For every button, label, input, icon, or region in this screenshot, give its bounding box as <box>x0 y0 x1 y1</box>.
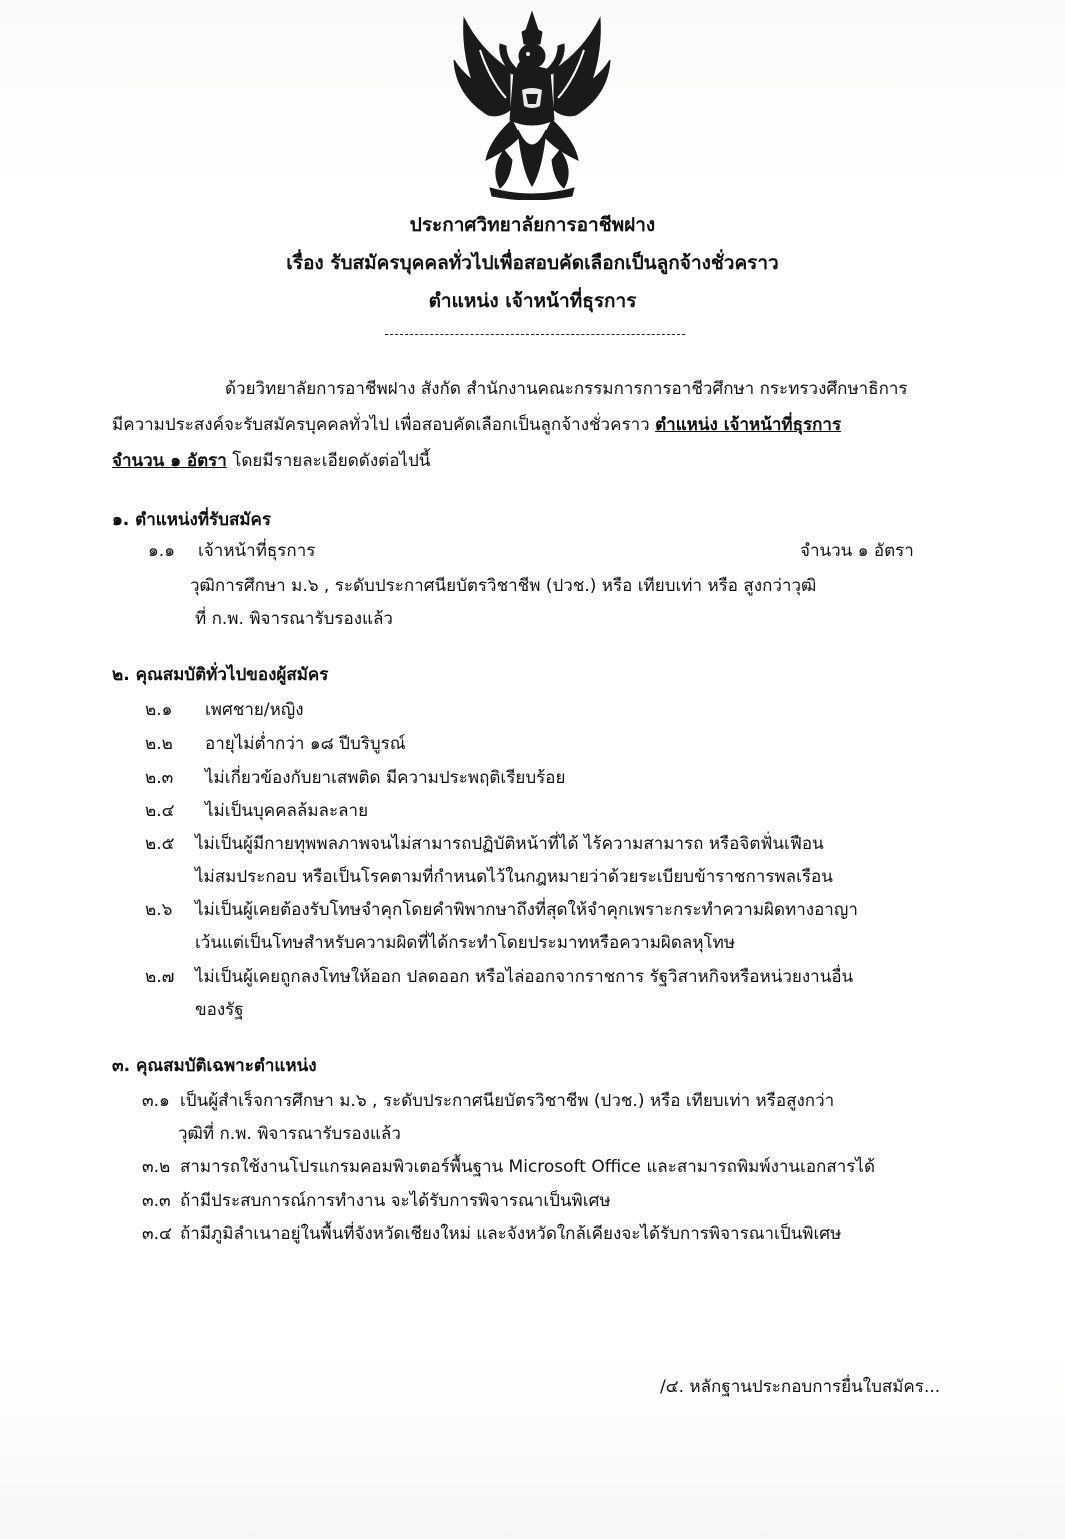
section-3-item-4-text: ถ้ามีภูมิลำเนาอยู่ในพื้นที่จังหวัดเชียงใหม่ และจังหวัดใกล้เคียงจะได้รับการพิจารณาเป็นพิเศษ <box>180 1224 842 1244</box>
section-1-heading: ๑. ตำแหน่งที่รับสมัคร <box>112 510 272 530</box>
section-3-item-4 <box>142 1222 841 1246</box>
section-1-detail-2: ที่ ก.พ. พิจารณารับรองแล้ว <box>195 609 393 629</box>
section-1-item-count: จำนวน ๑ อัตรา <box>800 541 914 561</box>
section-3-heading: ๓. คุณสมบัติเฉพาะตำแหน่ง <box>112 1056 317 1076</box>
announcement-subject: เรื่อง รับสมัครบุคคลทั่วไปเพื่อสอบคัดเลือกเป็นลูกจ้างชั่วคราว <box>286 252 779 274</box>
garuda-emblem-icon <box>450 10 615 200</box>
section-3-item-3 <box>142 1189 611 1213</box>
section-2-item-7-text: ไม่เป็นผู้เคยถูกลงโทษให้ออก ปลดออก หรือไล่ออกจากราชการ รัฐวิสาหกิจหรือหน่วยงานอื่น <box>195 967 854 987</box>
continued-on-next-page: /๔. หลักฐานประกอบการยื่นใบสมัคร... <box>660 1377 941 1397</box>
section-2-item-4-num: ๒.๔ <box>145 801 175 821</box>
section-2-item-4-text: ไม่เป็นบุคคลล้มละลาย <box>205 801 369 821</box>
section-2-item-3 <box>145 766 565 790</box>
header-divider <box>385 334 685 335</box>
intro-line-2 <box>112 413 841 437</box>
section-2-item-7 <box>145 965 853 989</box>
section-3-item-2-text: สามารถใช้งานโปรแกรมคอมพิวเตอร์พื้นฐาน Microsoft Office และสามารถพิมพ์งานเอกสารได้ <box>180 1157 875 1177</box>
section-2-item-7-cont: ของรัฐ <box>195 1000 244 1020</box>
intro-line-3-text: โดยมีรายละเอียดดังต่อไปนี้ <box>226 451 431 471</box>
section-3-item-1-text: เป็นผู้สำเร็จการศึกษา ม.๖ , ระดับประกาศนียบัตรวิชาชีพ (ปวช.) หรือ เทียบเท่า หรือสูงกว่า <box>180 1091 835 1111</box>
section-3-item-3-num: ๓.๓ <box>142 1191 171 1211</box>
section-3-item-2 <box>142 1155 875 1179</box>
section-2-item-1 <box>145 698 304 722</box>
announcement-position: ตำแหน่ง เจ้าหน้าที่ธุรการ <box>428 290 637 312</box>
section-2-item-1-text: เพศชาย/หญิง <box>205 700 304 720</box>
section-2-item-2-num: ๒.๒ <box>145 734 173 754</box>
section-3-item-1-cont: วุฒิที่ ก.พ. พิจารณารับรองแล้ว <box>178 1124 401 1144</box>
section-2-item-7-num: ๒.๗ <box>145 967 175 987</box>
section-2-item-2-text: อายุไม่ต่ำกว่า ๑๘ ปีบริบูรณ์ <box>205 734 406 754</box>
section-3-item-1-num: ๓.๑ <box>142 1091 170 1111</box>
section-2-heading: ๒. คุณสมบัติทั่วไปของผู้สมัคร <box>112 665 329 685</box>
section-3-item-4-num: ๓.๔ <box>142 1224 172 1244</box>
section-2-item-5-cont: ไม่สมประกอบ หรือเป็นโรคตามที่กำหนดไว้ในกฎหมายว่าด้วยระเบียบข้าราชการพลเรือน <box>195 867 833 887</box>
section-2-item-6-num: ๒.๖ <box>145 900 173 920</box>
section-2-item-3-text: ไม่เกี่ยวข้องกับยาเสพติด มีความประพฤติเรียบร้อย <box>205 768 566 788</box>
section-1-item-num: ๑.๑ <box>148 541 175 561</box>
intro-line-1: ด้วยวิทยาลัยการอาชีพฝาง สังกัด สำนักงานคณะกรรมการการอาชีวศึกษา กระทรวงศึกษาธิการ <box>225 379 908 399</box>
section-2-item-5-text: ไม่เป็นผู้มีกายทุพพลภาพจนไม่สามารถปฏิบัติหน้าที่ได้ ไร้ความสามารถ หรือจิตฟั่นเฟือน <box>195 834 824 854</box>
section-2-item-5-num: ๒.๕ <box>145 834 175 854</box>
section-3-item-2-num: ๓.๒ <box>142 1157 171 1177</box>
section-2-item-3-num: ๒.๓ <box>145 768 174 788</box>
intro-position-underlined: ตำแหน่ง เจ้าหน้าที่ธุรการ <box>655 415 842 435</box>
announcement-title: ประกาศวิทยาลัยการอาชีพฝาง <box>409 214 656 236</box>
intro-line-2-text: มีความประสงค์จะรับสมัครบุคคลทั่วไป เพื่อสอบคัดเลือกเป็นลูกจ้างชั่วคราว <box>112 415 656 435</box>
section-1-item-text: เจ้าหน้าที่ธุรการ <box>198 541 316 561</box>
section-3-item-1 <box>142 1089 834 1113</box>
section-1-detail-1: วุฒิการศึกษา ม.๖ , ระดับประกาศนียบัตรวิชาชีพ (ปวช.) หรือ เทียบเท่า หรือ สูงกว่าวุฒิ <box>190 576 817 596</box>
section-2-item-2 <box>145 732 406 756</box>
section-2-item-6 <box>145 898 858 922</box>
section-2-item-1-num: ๒.๑ <box>145 700 173 720</box>
section-2-item-4 <box>145 799 368 823</box>
section-2-item-5 <box>145 832 824 856</box>
intro-line-3 <box>112 449 430 473</box>
section-2-item-6-text: ไม่เป็นผู้เคยต้องรับโทษจำคุกโดยคำพิพากษาถึงที่สุดให้จำคุกเพราะกระทำความผิดทางอาญา <box>195 900 858 920</box>
intro-count-underlined: จำนวน ๑ อัตรา <box>112 451 227 471</box>
section-2-item-6-cont: เว้นแต่เป็นโทษสำหรับความผิดที่ได้กระทำโดยประมาทหรือความผิดลหุโทษ <box>195 933 736 953</box>
section-3-item-3-text: ถ้ามีประสบการณ์การทำงาน จะได้รับการพิจารณาเป็นพิเศษ <box>180 1191 611 1211</box>
